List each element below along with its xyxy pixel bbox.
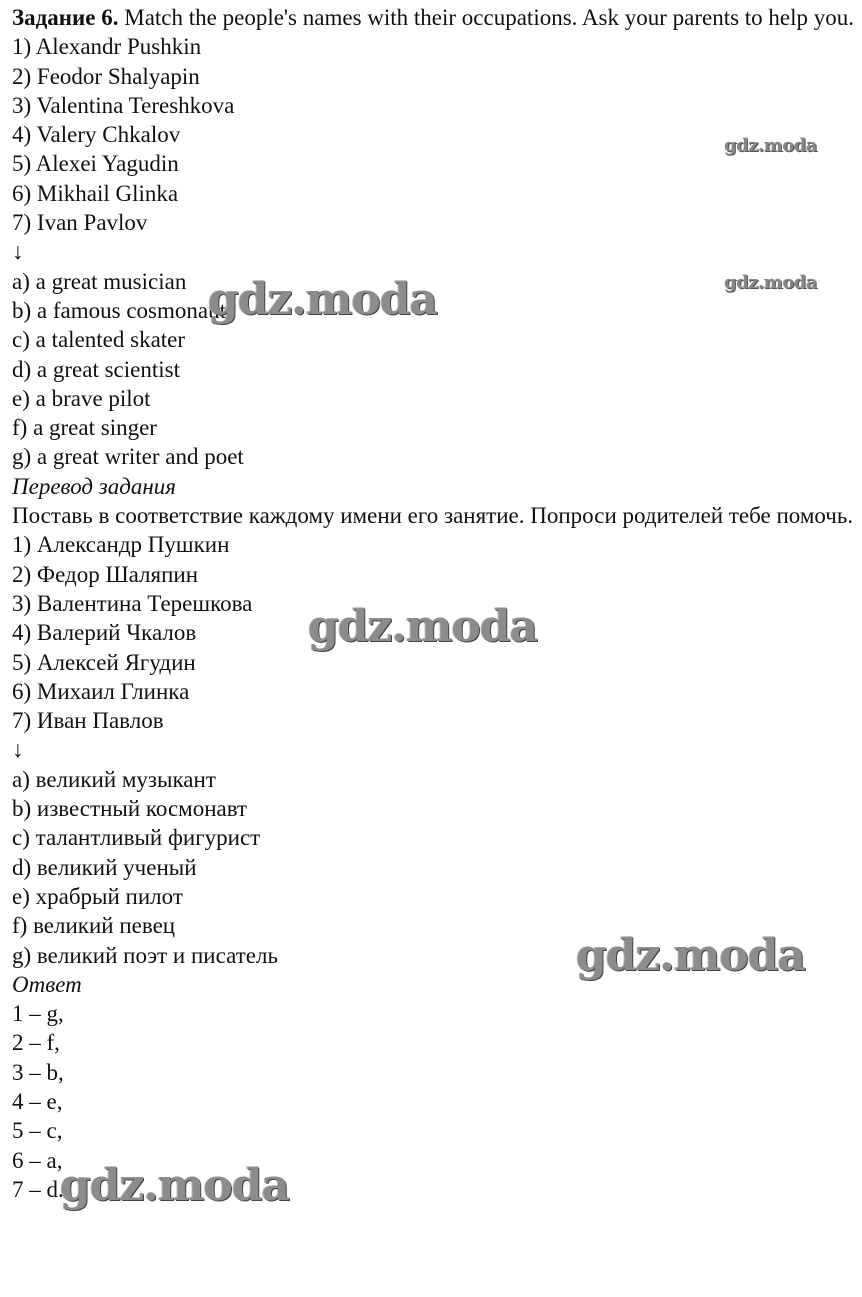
list-item: c) a talented skater [12, 327, 186, 353]
list-item: 2) Федор Шаляпин [12, 561, 199, 587]
list-item: 6) Mikhail Glinka [12, 180, 179, 206]
list-item: 4) Валерий Чкалов [12, 620, 197, 646]
translation-instruction: Поставь в соответствие каждому имени его занятие. Попроси родителей тебе помочь. [12, 503, 854, 529]
answer-item: 6 – a, [12, 1147, 63, 1173]
answer-item: 2 – f, [12, 1030, 60, 1056]
names-en-list [12, 32, 857, 237]
translation-heading: Перевод задания [12, 473, 176, 499]
list-item: 5) Алексей Ягудин [12, 649, 196, 675]
watermark: gdz.moda [576, 930, 806, 981]
list-item: 3) Валентина Терешкова [12, 590, 253, 616]
watermark: gdz.moda [308, 601, 538, 652]
list-item: 1) Александр Пушкин [12, 532, 230, 558]
answer-item: 5 – c, [12, 1118, 63, 1144]
occupations-en-list [12, 267, 857, 472]
answer-item: 3 – b, [12, 1059, 64, 1085]
list-item: e) храбрый пилот [12, 883, 183, 909]
list-item: 7) Ivan Pavlov [12, 210, 148, 236]
names-ru-list [12, 530, 857, 735]
list-item: g) a great writer and poet [12, 444, 244, 470]
task-document [12, 3, 857, 1204]
list-item: 4) Valery Chkalov [12, 122, 181, 148]
list-item: 3) Valentina Tereshkova [12, 92, 235, 118]
list-item: g) великий поэт и писатель [12, 942, 278, 968]
down-arrow-icon: ↓ [12, 737, 24, 763]
list-item: f) a great singer [12, 415, 157, 441]
watermark: gdz.moda [724, 135, 817, 156]
list-item: 2) Feodor Shalyapin [12, 63, 200, 89]
list-item: f) великий певец [12, 913, 176, 939]
list-item: b) a famous cosmonaut [12, 297, 226, 323]
down-arrow-icon: ↓ [12, 239, 24, 265]
answer-list [12, 999, 857, 1204]
answer-item: 4 – e, [12, 1088, 63, 1114]
list-item: 5) Alexei Yagudin [12, 151, 179, 177]
task-label: Задание 6. [12, 5, 119, 30]
list-item: 6) Михаил Глинка [12, 678, 190, 704]
list-item: d) a great scientist [12, 356, 180, 382]
answer-item: 1 – g, [12, 1001, 64, 1027]
watermark: gdz.moda [208, 274, 438, 325]
list-item: a) a great musician [12, 268, 187, 294]
list-item: e) a brave pilot [12, 385, 151, 411]
list-item: b) известный космонавт [12, 796, 248, 822]
list-item: 1) Alexandr Pushkin [12, 34, 202, 60]
answer-item: 7 – d. [12, 1176, 64, 1202]
list-item: c) талантливый фигурист [12, 825, 261, 851]
list-item: a) великий музыкант [12, 766, 216, 792]
task-instruction: Match the people's names with their occupations. Ask your parents to help you. [118, 5, 855, 30]
list-item: d) великий ученый [12, 854, 197, 880]
occupations-ru-list [12, 765, 857, 970]
list-item: 7) Иван Павлов [12, 708, 164, 734]
task-header [12, 3, 857, 32]
watermark: gdz.moda [60, 1160, 290, 1211]
answer-heading: Ответ [12, 971, 82, 997]
watermark: gdz.moda [724, 272, 817, 293]
